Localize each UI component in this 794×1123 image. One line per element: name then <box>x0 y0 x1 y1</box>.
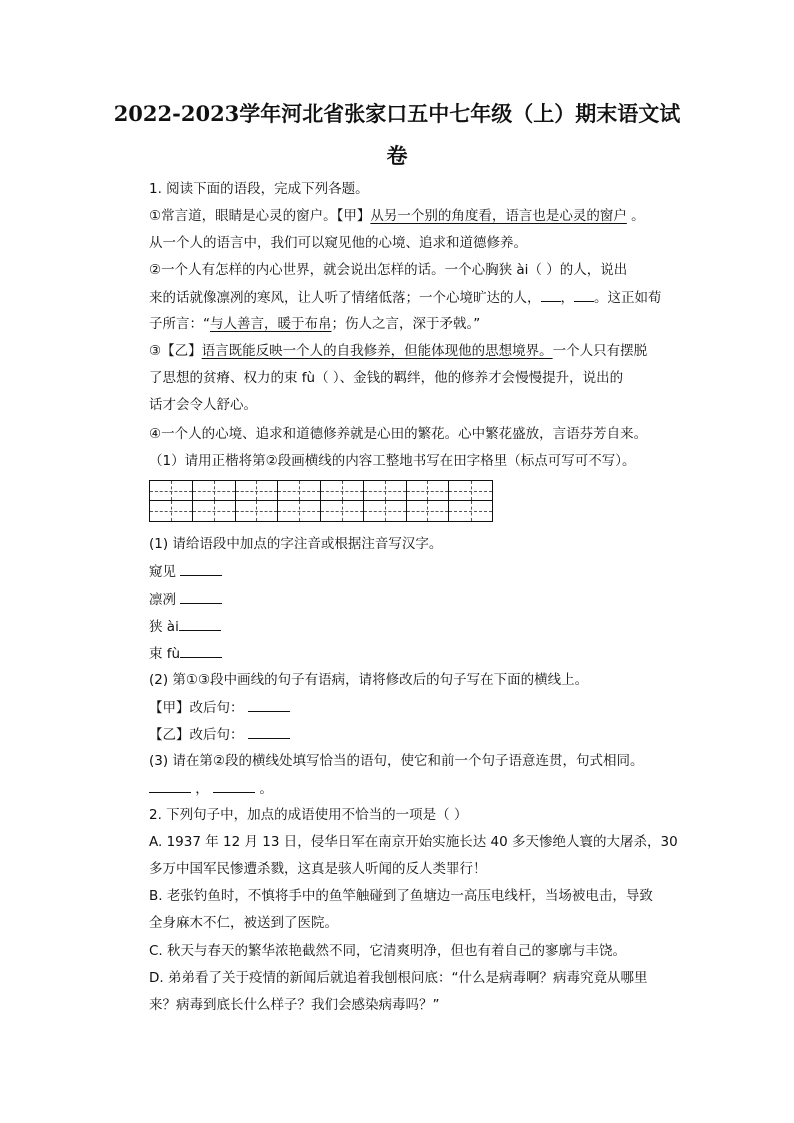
answer-blank[interactable] <box>180 644 222 658</box>
document-title-line1: 2022-2023学年河北省张家口五中七年级（上）期末语文试 <box>113 101 681 126</box>
fill-blank-2[interactable] <box>574 288 594 302</box>
underlined-sentence-yi: 语言既能反映一个人的自我修养，但能体现他的思想境界。 <box>201 343 553 359</box>
answer-blank[interactable] <box>149 779 191 793</box>
option-c: C. 秋天与春天的繁华浓艳截然不同，它清爽明净，但也有着自己的寥廓与丰饶。 <box>149 943 627 959</box>
grid-cell[interactable] <box>407 501 450 521</box>
tianzige-writing-grid[interactable] <box>149 480 493 522</box>
paragraph-2-line-2 <box>149 288 662 307</box>
paragraph-1-line-1 <box>149 207 645 225</box>
paragraph-1-suffix: 。 <box>626 208 645 224</box>
question-2-heading: 2. 下列句子中，加点的成语使用不恰当的一项是（ ） <box>149 807 468 823</box>
comma: ， <box>195 781 209 797</box>
revise-row-yi <box>149 725 290 744</box>
period: 。 <box>259 781 273 797</box>
answer-blank[interactable] <box>180 562 222 576</box>
word-row-2 <box>149 590 222 609</box>
revise-label: 【乙】改后句： <box>149 727 244 743</box>
grid-cell[interactable] <box>449 501 492 521</box>
grid-cell[interactable] <box>364 481 407 501</box>
option-d-line-1: D. 弟弟看了关于疫情的新闻后就追着我刨根问底：“什么是病毒啊？病毒究竟从哪里 <box>149 970 648 986</box>
paragraph-3-line-1 <box>149 342 647 360</box>
paragraph-2-prefix: 来的话就像凛冽的寒风，让人听了情绪低落；一个心境旷达的人， <box>149 290 541 306</box>
option-a-line-1: A. 1937 年 12 月 13 日，侵华日军在南京开始实施长达 40 多天惨绝人寰的大屠杀，30 <box>149 834 678 850</box>
document-title-line2: 卷 <box>386 143 408 168</box>
option-a-line-2: 多万中国军民惨遭杀戮，这真是骇人听闻的反人类罪行！ <box>149 861 487 877</box>
question-1-heading: 1. 阅读下面的语段，完成下列各题。 <box>149 181 369 197</box>
grid-cell[interactable] <box>236 481 279 501</box>
grid-cell[interactable] <box>236 501 279 521</box>
subquestion-pinyin: (1) 请给语段中加点的字注音或根据注音写汉字。 <box>149 536 443 552</box>
paragraph-2-line-1: ②一个人有怎样的内心世界，就会说出怎样的话。一个心胸狭 ài（ ）的人，说出 <box>149 262 628 278</box>
grid-cell[interactable] <box>193 501 236 521</box>
grid-cell[interactable] <box>278 481 321 501</box>
paragraph-3-suffix: 一个人只有摆脱 <box>552 343 648 359</box>
subquestion-revise: (2) 第①③段中画线的句子有语病，请将修改后的句子写在下面的横线上。 <box>149 672 589 688</box>
word-label: 束 fù <box>149 646 181 662</box>
revise-row-jia <box>149 698 290 717</box>
paragraph-3-line-3: 话才会令人舒心。 <box>149 397 257 413</box>
underlined-sentence-jia: 从另一个别的角度看，语言也是心灵的窗户 <box>370 208 627 224</box>
word-label: 凛冽 <box>149 592 176 608</box>
blank-separator: ， <box>560 290 574 306</box>
paragraph-2-suffix: 。这正如荀 <box>594 290 662 306</box>
option-d-line-2: 来？病毒到底长什么样子？我们会感染病毒吗？” <box>149 997 440 1013</box>
option-b-line-2: 全身麻木不仁，被送到了医院。 <box>149 915 338 931</box>
grid-cell[interactable] <box>321 501 364 521</box>
answer-blank[interactable] <box>248 725 290 739</box>
grid-cell[interactable] <box>364 501 407 521</box>
revise-label: 【甲】改后句： <box>149 700 244 716</box>
paragraph-1-line-2: 从一个人的语言中，我们可以窥见他的心境、追求和道德修养。 <box>149 235 527 251</box>
subquestion-fill: (3) 请在第②段的横线处填写恰当的语句，使它和前一个句子语意连贯，句式相同。 <box>149 753 644 769</box>
quote-prefix: 子所言：“ <box>149 316 210 332</box>
word-label: 狭 ài <box>149 619 179 635</box>
paragraph-3-prefix: ③【乙】 <box>149 343 202 359</box>
word-row-4 <box>149 644 222 663</box>
answer-blank[interactable] <box>179 617 221 631</box>
paragraph-4: ④一个人的心境、追求和道德修养就是心田的繁花。心中繁花盛放，言语芬芳自来。 <box>149 426 648 442</box>
grid-cell[interactable] <box>193 481 236 501</box>
option-b-line-1: B. 老张钓鱼时，不慎将手中的鱼竿触碰到了鱼塘边一高压电线杆，当场被电击，导致 <box>149 888 653 904</box>
fill-blank-1[interactable] <box>541 288 561 302</box>
answer-blank[interactable] <box>180 590 222 604</box>
fill-row <box>149 779 273 798</box>
grid-cell[interactable] <box>278 501 321 521</box>
quote-suffix: ；伤人之言，深于矛戟。” <box>331 316 481 332</box>
word-row-3 <box>149 617 221 636</box>
grid-cell[interactable] <box>150 481 193 501</box>
grid-cell[interactable] <box>407 481 450 501</box>
answer-blank[interactable] <box>248 698 290 712</box>
grid-cell[interactable] <box>150 501 193 521</box>
grid-cell[interactable] <box>321 481 364 501</box>
underlined-quote: 与人善言，暖于布帛 <box>210 316 332 332</box>
subquestion-1: （1）请用正楷将第②段画横线的内容工整地书写在田字格里（标点可写可不写）。 <box>149 453 636 469</box>
word-row-1 <box>149 562 222 581</box>
paragraph-2-line-3 <box>149 315 480 333</box>
answer-blank[interactable] <box>213 779 255 793</box>
word-label: 窥见 <box>149 564 176 580</box>
paragraph-1-prefix: ①常言道，眼睛是心灵的窗户。【甲】 <box>149 208 371 224</box>
paragraph-3-line-2: 了思想的贫瘠、权力的束 fù（ ）、金钱的羁绊，他的修养才会慢慢提升，说出的 <box>149 370 624 386</box>
grid-cell[interactable] <box>449 481 492 501</box>
